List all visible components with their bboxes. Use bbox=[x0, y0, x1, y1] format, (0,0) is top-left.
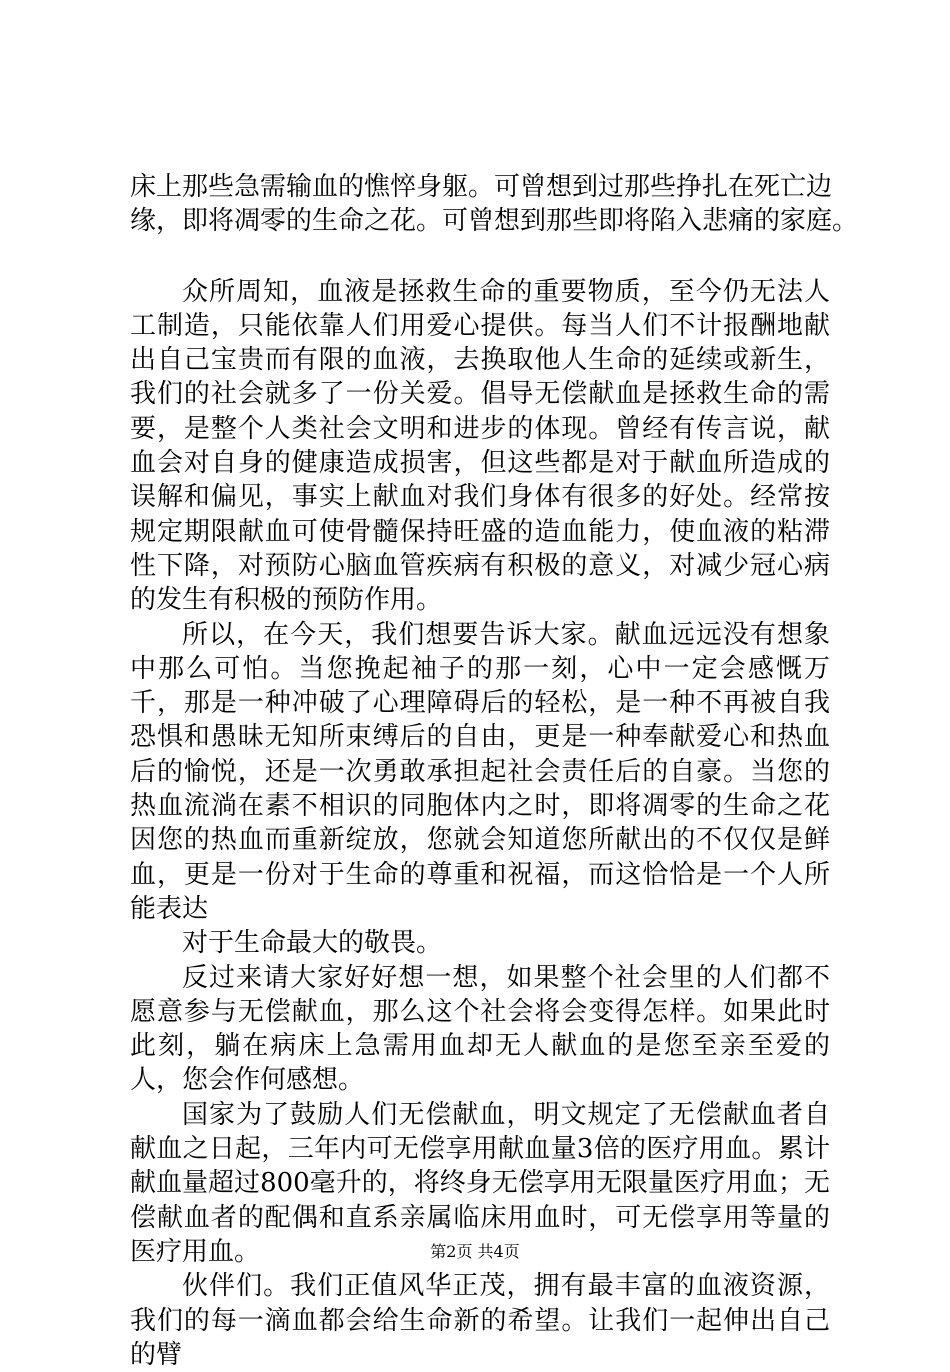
page-footer bbox=[0, 1242, 950, 1262]
page-number-label: 第2页 共4页 bbox=[430, 1242, 520, 1261]
paragraph: 众所周知，血液是拯救生命的重要物质，至今仍无法人工制造，只能依靠人们用爱心提供。每当人们不计报酬地献出自己宝贵而有限的血液，去换取他人生命的延续或新生，我们的社会就多了一份关爱。倡导无偿献血是拯救生命的需要，是整个人类社会文明和进步的体现。曾经有传言说，献血会对自身的健康造成损害，但这些都是对于献血所造成的误解和偏见，事实上献血对我们身体有很多的好处。经常按规定期限献血可使骨髓保持旺盛的造血能力，使血液的粘滞性下降，对预防心脑血管疾病有积极的意义，对减少冠心病的发生有积极的预防作用。 bbox=[130, 276, 830, 616]
text-line: 床上那些急需输血的憔悴身躯。可曾想到过那些挣扎在死亡边 bbox=[130, 172, 833, 202]
continued-paragraph bbox=[130, 170, 859, 239]
paragraph: 伙伴们。我们正值风华正茂，拥有最丰富的血液资源，我们的每一滴血都会给生命新的希望。让我们一起伸出自己的臂 bbox=[130, 1271, 830, 1370]
text-line: 缘，即将凋零的生命之花。可曾想到那些即将陷入悲痛的家庭。 bbox=[130, 206, 859, 237]
paragraph: 所以，在今天，我们想要告诉大家。献血远远没有想象中那么可怕。当您挽起袖子的那一刻，心中一定会感慨万千，那是一种冲破了心理障碍后的轻松，是一种不再被自我恐惧和愚昧无知所束缚后的自由，更是一种奉献爱心和热血后的愉悦，还是一次勇敢承担起社会责任后的自豪。当您的热血流淌在素不相识的同胞体内之时，即将凋零的生命之花因您的热血而重新绽放，您就会知道您所献出的不仅仅是鲜血，更是一份对于生命的尊重和祝福，而这恰恰是一个人所能表达 bbox=[130, 619, 830, 924]
paragraph-gap bbox=[130, 239, 830, 275]
paragraph: 国家为了鼓励人们无偿献血，明文规定了无偿献血者自献血之日起，三年内可无偿享用献血量3倍的医疗用血。累计献血量超过800毫升的，将终身无偿享用无限量医疗用血；无偿献血者的配偶和直系亲属临床用血时，可无偿享用等量的医疗用血。 bbox=[130, 1099, 830, 1267]
paragraph: 对于生命最大的敬畏。 bbox=[182, 928, 443, 959]
paragraph: 反过来请大家好好想一想，如果整个社会里的人们都不愿意参与无偿献血，那么这个社会将会变得怎样。如果此时此刻，躺在病床上急需用血却无人献血的是您至亲至爱的人，您会作何感想。 bbox=[130, 962, 830, 1096]
document-body bbox=[130, 170, 859, 1372]
